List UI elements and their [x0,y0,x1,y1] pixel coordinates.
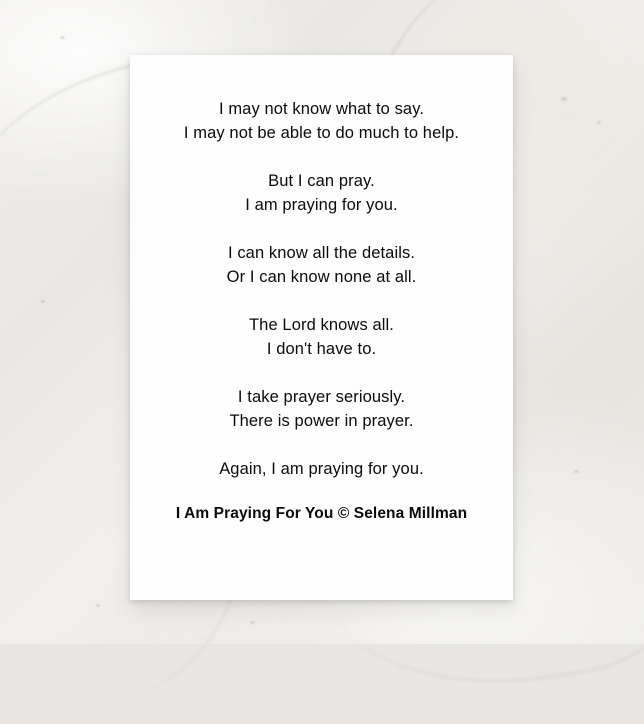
poem-line: I may not know what to say. [218,100,425,118]
poem-stanza [130,457,513,481]
card-content [130,55,513,600]
marble-speck [96,604,100,607]
credit-line: I Am Praying For You © Selena Millman [175,505,468,522]
marble-speck [41,300,45,303]
poem-line: Or I can know none at all. [226,268,417,286]
poem-line: I take prayer seriously. [237,388,406,406]
poem-stanza [130,385,513,433]
greeting-card [130,55,513,600]
poem-line: There is power in prayer. [229,412,414,430]
marble-speck [250,621,255,624]
marble-speck [597,121,601,124]
marble-speck [561,97,567,101]
poem-line: I am praying for you. [245,196,398,214]
poem-line: I can know all the details. [227,244,416,262]
poem-line: I may not be able to do much to help. [183,124,460,142]
poem-stanza [130,313,513,361]
poem-stanza [130,97,513,145]
poem-text [130,97,513,481]
poem-line: I don't have to. [266,340,377,358]
poem-stanza [130,241,513,289]
poem-line: But I can pray. [268,172,375,190]
poem-stanza [130,169,513,217]
marble-speck [574,470,579,473]
poem-line: Again, I am praying for you. [219,460,424,478]
marble-speck [60,36,65,39]
poem-line: The Lord knows all. [249,316,394,334]
